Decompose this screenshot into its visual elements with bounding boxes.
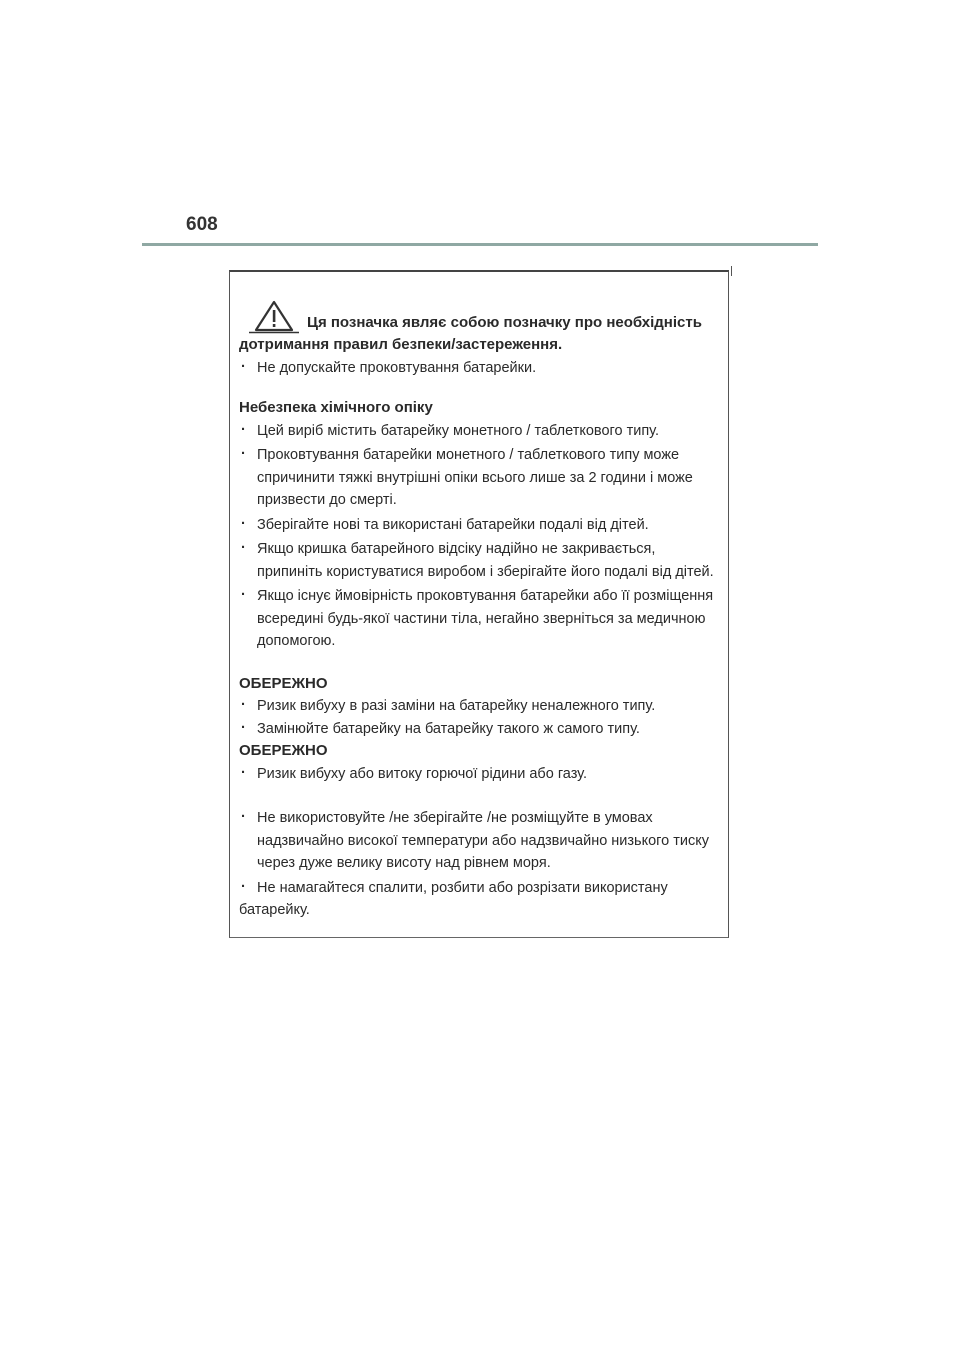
list-item: · Якщо існує ймовірність проковтування батарейки або її розміщення всередині будь-якої частини тіла, негайно зверніться за медичною допомогою.: [239, 585, 715, 653]
caution-heading-2: ОБЕРЕЖНО: [239, 742, 328, 759]
warning-intro-line2: дотримання правил безпеки/застереження.: [239, 336, 563, 353]
list-item: · Проковтування батарейки монетного / таблеткового типу може спричинити тяжкі внутрішні опіки всього лише за 2 години і може призвести до смерті.: [239, 444, 715, 512]
caution-heading-1: ОБЕРЕЖНО: [239, 674, 328, 692]
list-item: · Зберігайте нові та використані батарейки подалі від дітей.: [239, 514, 715, 537]
warning-triangle-icon: [249, 300, 299, 334]
list-item-continuation: батарейку.: [239, 902, 310, 918]
warning-intro-line1: Ця позначка являє собою позначку про необхідність: [307, 313, 702, 331]
header-rule: [142, 243, 818, 246]
chemical-burn-list: [239, 420, 715, 653]
list-item: · Не використовуйте /не зберігайте /не розміщуйте в умовах надзвичайно високої температури або надзвичайно низького тиску через дуже велику висоту над рівнем моря.: [239, 807, 715, 875]
spacer: [239, 785, 715, 807]
list-item: · Ризик вибуху в разі заміни на батарейку неналежного типу.: [239, 695, 715, 718]
list-item: · Замінюйте батарейку на батарейку такого ж самого типу.: [239, 718, 715, 741]
caution-list-1: [239, 695, 715, 740]
list-item: · Не допускайте проковтування батарейки.: [239, 357, 715, 380]
notice-content: [239, 300, 715, 922]
box-corner-tick: [731, 266, 732, 276]
warning-list: [239, 357, 715, 380]
list-item: · Не намагайтеся спалити, розбити або розрізати використану: [239, 877, 715, 900]
list-item: · Ризик вибуху або витоку горючої рідини або газу.: [239, 763, 715, 786]
warning-intro-line1-row: [239, 300, 715, 334]
chemical-burn-heading: Небезпека хімічного опіку: [239, 399, 433, 416]
list-item: · Якщо кришка батарейного відсіку надійно не закривається, припиніть користуватися виробом і зберігайте його подалі від дітей.: [239, 538, 715, 583]
extra-precautions-list: [239, 807, 715, 899]
warning-intro: [239, 300, 715, 357]
list-item: · Цей виріб містить батарейку монетного / таблеткового типу.: [239, 420, 715, 443]
page-number: 608: [186, 214, 218, 235]
caution-list-2: [239, 763, 715, 786]
